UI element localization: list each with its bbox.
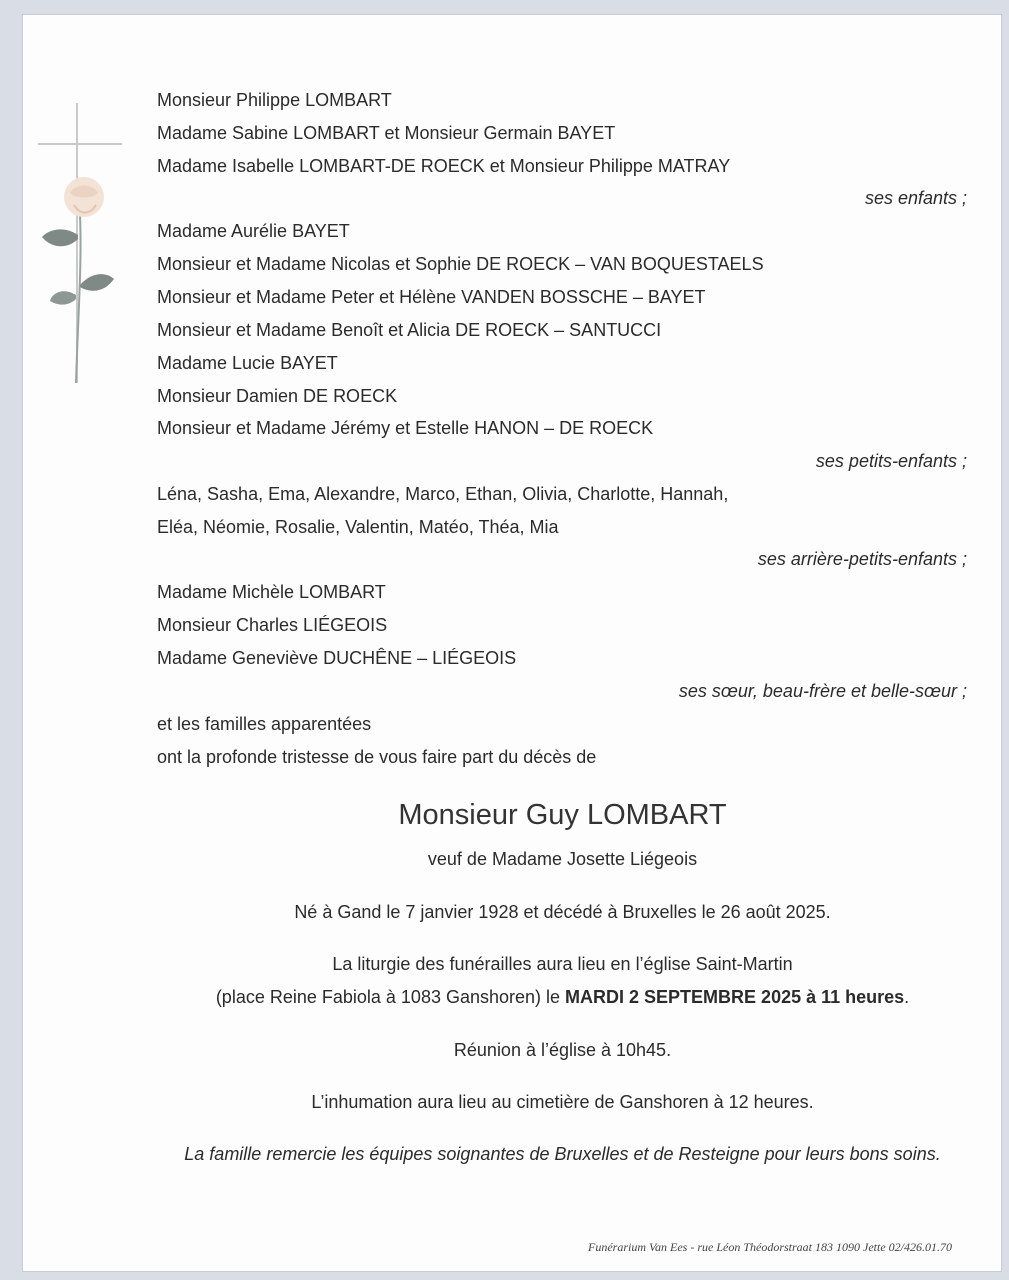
intro-line-2: ont la profonde tristesse de vous faire part du décès de xyxy=(157,747,597,767)
liturgy-line-1: La liturgie des funérailles aura lieu en l’église Saint-Martin xyxy=(332,954,793,974)
child-3: Madame Isabelle LOMBART-DE ROECK et Monsieur Philippe MATRAY xyxy=(157,156,731,176)
siblings-label: ses sœur, beau-frère et belle-sœur ; xyxy=(678,681,967,701)
birth-death: Né à Gand le 7 janvier 1928 et décédé à Bruxelles le 26 août 2025. xyxy=(294,902,831,922)
great-grandchildren-1: Léna, Sasha, Ema, Alexandre, Marco, Ethan, Olivia, Charlotte, Hannah, xyxy=(157,484,729,504)
child-2: Madame Sabine LOMBART et Monsieur Germain BAYET xyxy=(157,123,616,143)
widower-of: veuf de Madame Josette Liégeois xyxy=(427,849,698,869)
liturgy-date: MARDI 2 SEPTEMBRE 2025 à 11 heures xyxy=(565,987,905,1007)
cross-horizontal xyxy=(38,143,122,145)
funeral-home-footer: Funérarium Van Ees - rue Léon Théodorstraat 183 1090 Jette 02/426.01.70 xyxy=(588,1240,952,1254)
liturgy-line-2 xyxy=(58,986,1009,1008)
great-grandchildren-2: Eléa, Néomie, Rosalie, Valentin, Matéo, Théa, Mia xyxy=(157,517,559,537)
children-label: ses enfants ; xyxy=(864,188,967,208)
grandchildren-label: ses petits-enfants ; xyxy=(815,451,967,471)
grandchild-3: Monsieur et Madame Peter et Hélène VANDEN BOSSCHE – BAYET xyxy=(157,287,706,307)
announcement-card xyxy=(22,14,1002,1272)
thanks-note: La famille remercie les équipes soignantes de Bruxelles et de Resteigne pour leurs bons soins. xyxy=(184,1144,941,1164)
grandchild-6: Monsieur Damien DE ROECK xyxy=(157,386,398,406)
sibling-1: Madame Michèle LOMBART xyxy=(157,582,386,602)
grandchild-4: Monsieur et Madame Benoît et Alicia DE ROECK – SANTUCCI xyxy=(157,320,662,340)
burial-info: L’inhumation aura lieu au cimetière de Ganshoren à 12 heures. xyxy=(311,1092,814,1112)
grandchild-1: Madame Aurélie BAYET xyxy=(157,221,350,241)
grandchild-2: Monsieur et Madame Nicolas et Sophie DE ROECK – VAN BOQUESTAELS xyxy=(157,254,764,274)
rose-icon xyxy=(38,175,118,385)
liturgy-place: (place Reine Fabiola à 1083 Ganshoren) le xyxy=(215,987,566,1007)
child-1: Monsieur Philippe LOMBART xyxy=(157,90,392,110)
deceased-name: Monsieur Guy LOMBART xyxy=(398,799,727,831)
great-grandchildren-label: ses arrière-petits-enfants ; xyxy=(757,549,967,569)
grandchild-5: Madame Lucie BAYET xyxy=(157,353,338,373)
liturgy-end: . xyxy=(904,987,910,1007)
grandchild-7: Monsieur et Madame Jérémy et Estelle HANON – DE ROECK xyxy=(157,418,654,438)
sibling-2: Monsieur Charles LIÉGEOIS xyxy=(157,615,388,635)
sibling-3: Madame Geneviève DUCHÊNE – LIÉGEOIS xyxy=(157,648,517,668)
meeting-time: Réunion à l’église à 10h45. xyxy=(453,1040,672,1060)
intro-line-1: et les familles apparentées xyxy=(157,714,372,734)
